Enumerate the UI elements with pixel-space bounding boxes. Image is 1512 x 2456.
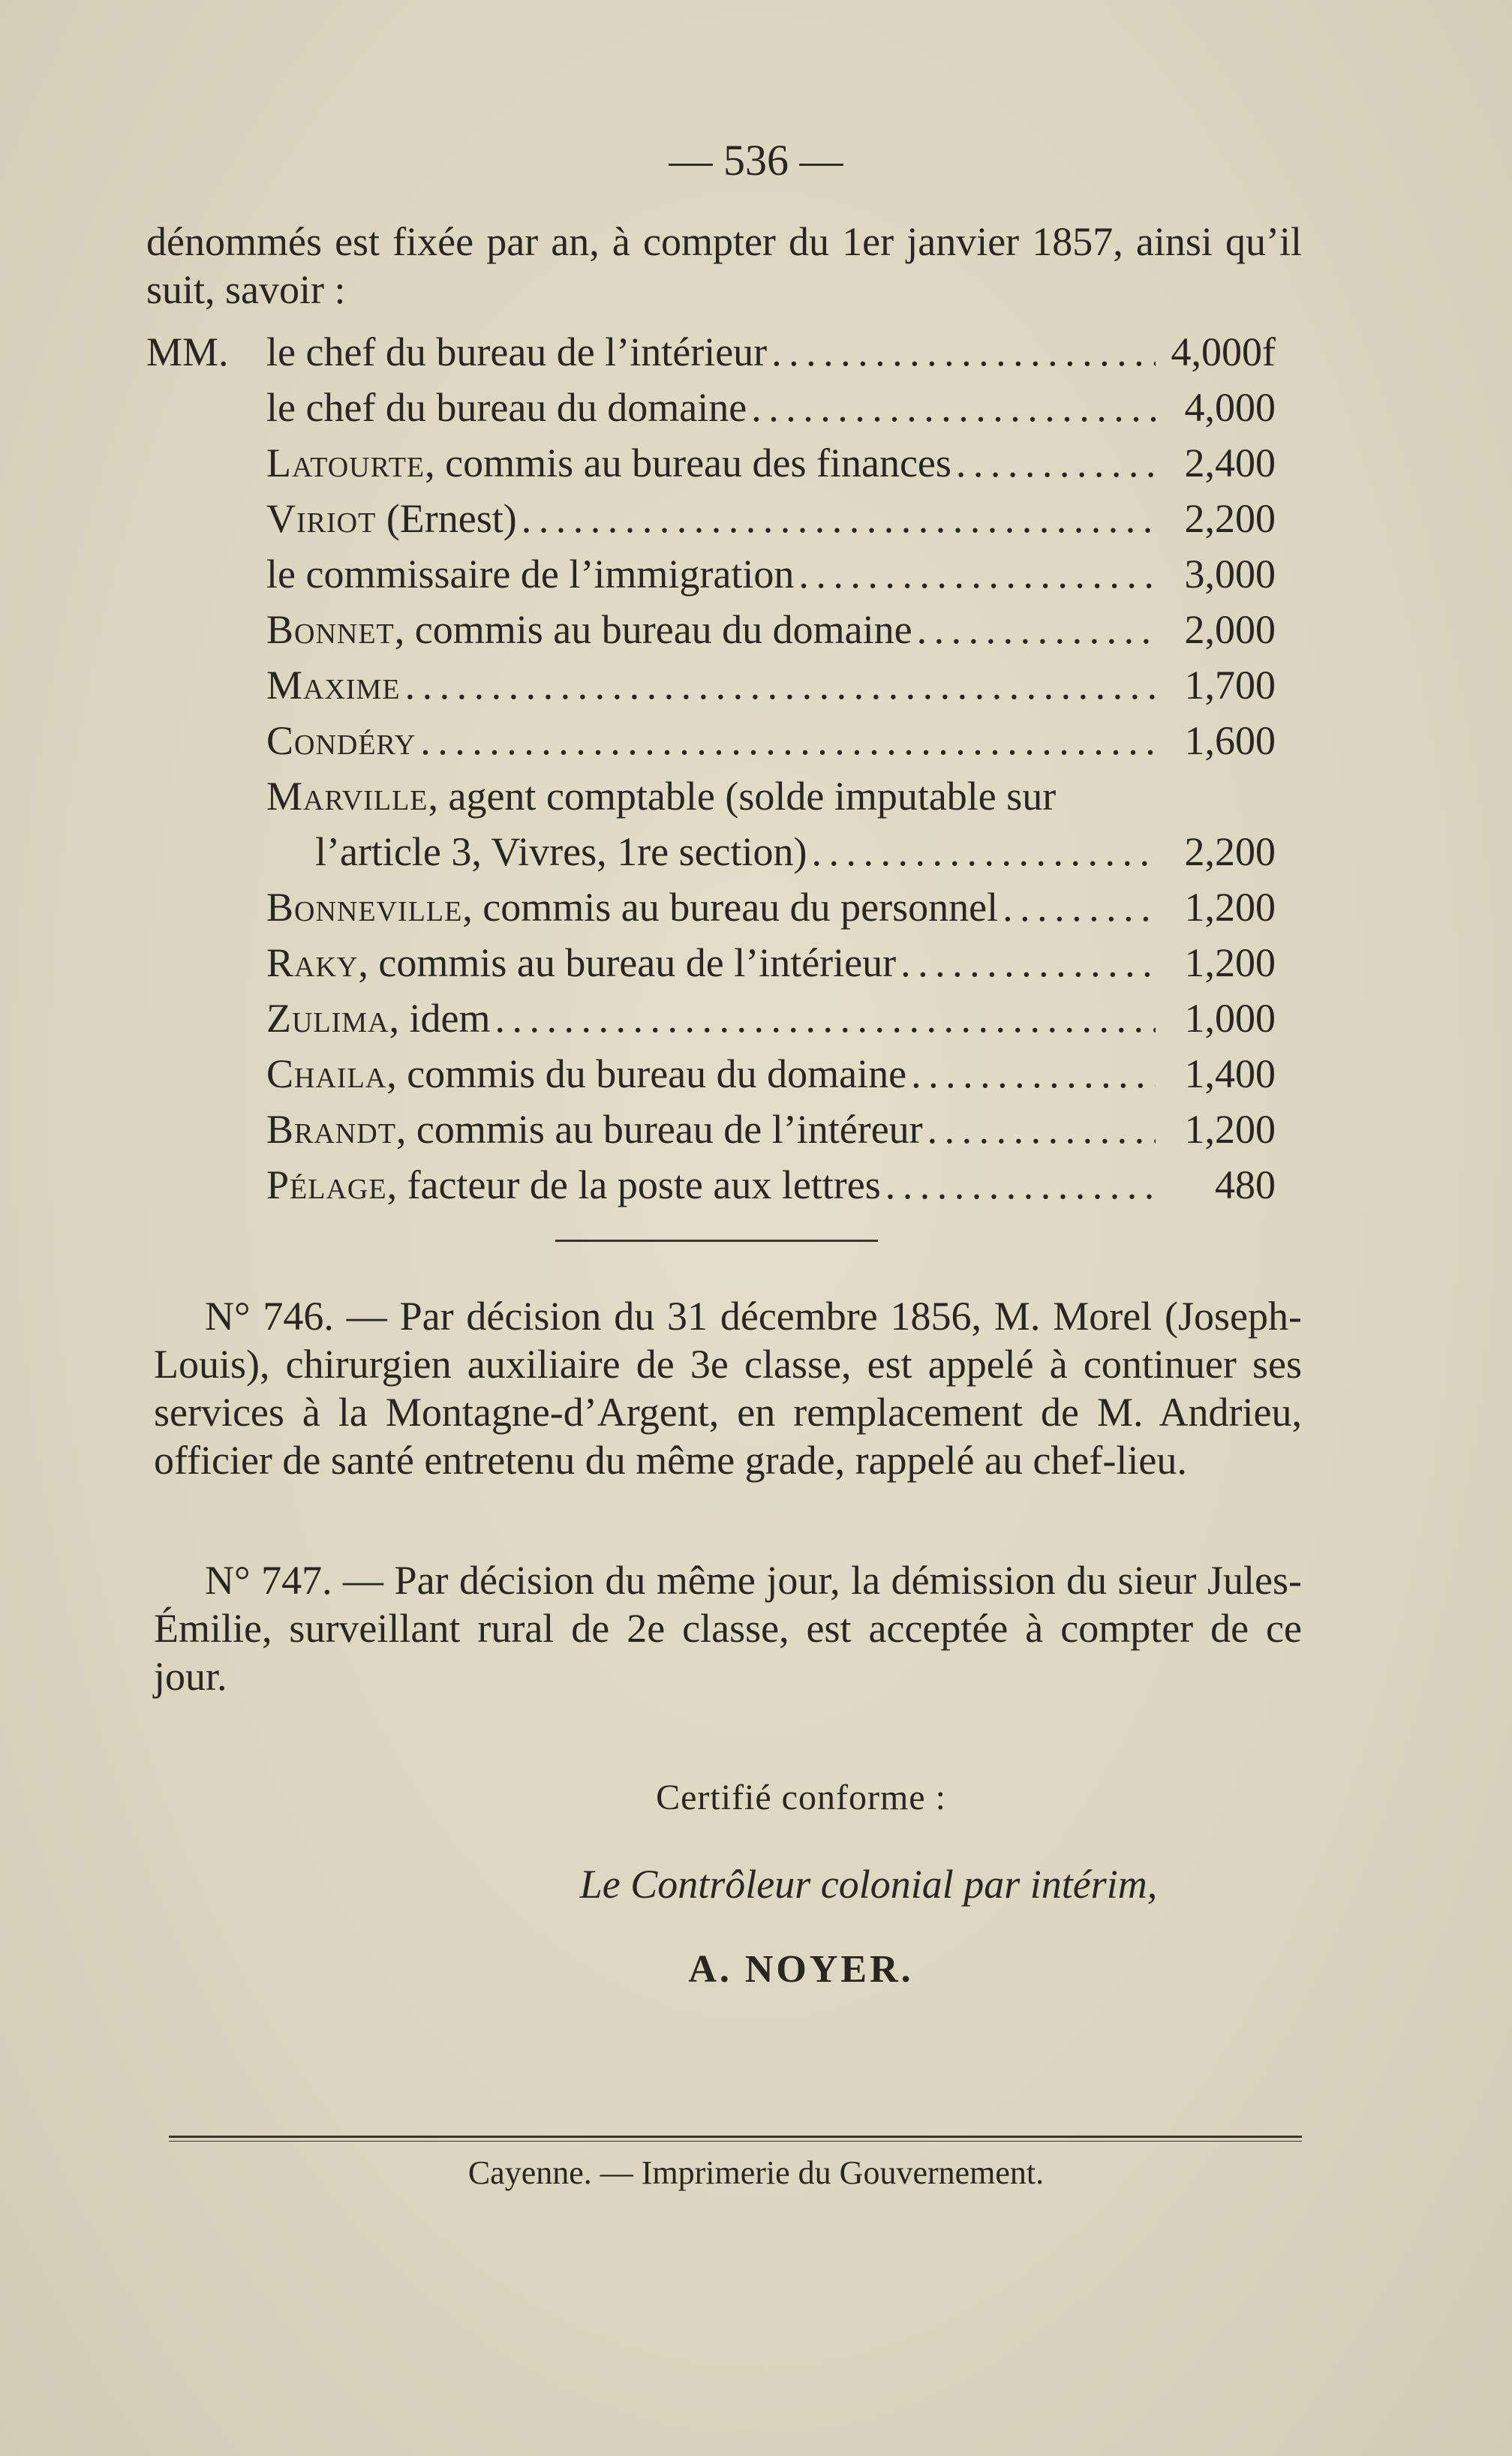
- certified-text: Certifié conforme :: [656, 1778, 946, 1817]
- salary-row: [266, 717, 1276, 771]
- salary-row: [266, 495, 1276, 549]
- salary-desc: , commis au bureau de l’intéreur: [395, 1107, 923, 1152]
- salary-amount: 1,200: [1184, 940, 1276, 985]
- leader-dots: [798, 551, 1156, 597]
- salary-row: [266, 1162, 1276, 1216]
- salary-row: [266, 551, 1276, 605]
- salary-label: [266, 1162, 881, 1208]
- leader-dots: [927, 1106, 1156, 1153]
- salary-name: Marville: [266, 774, 428, 819]
- salary-amount: 1,000: [1184, 996, 1276, 1041]
- decision-746: N° 746. — Par décision du 31 décembre 1856, M. Morel (Joseph-Louis), chirurgien auxiliaire de 3e classe, est appelé à continuer ses services à la Montagne-d’Argent, en remplacement de M. Andrieu, officier de santé entretenu du même grade, rappelé au chef-lieu.: [154, 1294, 1302, 1483]
- page-number: — 536 —: [669, 136, 843, 185]
- salary-row: [315, 828, 1276, 882]
- controller-title: Le Contrôleur colonial par intérim,: [579, 1862, 1158, 1907]
- salary-row: [266, 662, 1276, 716]
- salary-desc: , idem: [389, 996, 491, 1041]
- salary-label: [266, 495, 517, 542]
- salary-amount: 2,200: [1184, 496, 1276, 541]
- mm-label: MM.: [146, 329, 229, 374]
- salary-desc: , commis au bureau de l’intérieur: [358, 940, 897, 985]
- salary-label: [266, 884, 998, 930]
- salary-amount: 4,000f: [1171, 329, 1276, 374]
- salary-amount: 3,000: [1184, 552, 1276, 597]
- salary-label: [266, 1051, 906, 1097]
- salary-name: Pélage: [266, 1162, 387, 1207]
- leader-dots: [956, 440, 1156, 486]
- salary-name: Bonnet: [266, 607, 395, 652]
- salary-label: [266, 606, 912, 653]
- salary-row: [266, 1051, 1276, 1105]
- salary-row: [266, 329, 1276, 383]
- salary-desc: , facteur de la poste aux lettres: [386, 1162, 881, 1207]
- salary-name: Viriot: [266, 496, 377, 541]
- leader-dots: [495, 995, 1156, 1042]
- salary-row: [266, 995, 1276, 1049]
- salary-row: [266, 939, 1276, 994]
- salary-row: [266, 884, 1276, 938]
- salary-desc: le chef du bureau de l’intérieur: [266, 329, 768, 374]
- signatory-name: A. NOYER.: [688, 1948, 914, 1991]
- salary-label: [266, 773, 1056, 819]
- salary-row: [266, 384, 1276, 438]
- footer-rule-bottom: [169, 2141, 1302, 2142]
- salary-row: [266, 606, 1276, 660]
- salary-row: [266, 1106, 1276, 1160]
- salary-desc: l’article 3, Vivres, 1re section): [315, 829, 807, 874]
- salary-row: [266, 440, 1276, 494]
- salary-desc: le commissaire de l’immigration: [266, 552, 795, 597]
- salary-name: Raky: [266, 940, 359, 985]
- leader-dots: [885, 1162, 1156, 1208]
- leader-dots: [771, 329, 1156, 375]
- salary-label: [266, 551, 794, 597]
- salary-name: Latourte: [266, 440, 425, 485]
- leader-dots: [522, 495, 1156, 542]
- salary-desc: le chef du bureau du domaine: [266, 385, 747, 430]
- salary-desc: , commis du bureau du domaine: [386, 1051, 907, 1096]
- salary-label: [266, 717, 416, 764]
- footer-rule-top: [169, 2136, 1302, 2138]
- salary-desc: , commis au bureau des finances: [425, 440, 951, 485]
- salary-label: [266, 662, 401, 708]
- salary-amount: 2,200: [1184, 829, 1276, 874]
- salary-row: [266, 773, 1276, 827]
- salary-amount: 2,000: [1184, 607, 1276, 652]
- salary-amount: 2,400: [1184, 440, 1276, 485]
- salary-desc: , commis au bureau du personnel: [462, 885, 999, 930]
- leader-dots: [420, 717, 1156, 764]
- salary-label: [266, 1106, 923, 1153]
- salary-amount: 1,600: [1184, 718, 1276, 763]
- salary-desc: , commis au bureau du domaine: [394, 607, 912, 652]
- salary-amount: 1,400: [1184, 1051, 1276, 1096]
- salary-name: Brandt: [266, 1107, 396, 1152]
- section-divider: [555, 1240, 878, 1242]
- leader-dots: [917, 606, 1156, 653]
- salary-name: Condéry: [266, 718, 416, 763]
- salary-name: Maxime: [266, 663, 401, 708]
- salary-name: Bonneville: [266, 885, 463, 930]
- salary-label: [266, 939, 896, 986]
- salary-amount: 1,700: [1184, 663, 1276, 708]
- salary-name: Chaila: [266, 1051, 387, 1096]
- leader-dots: [751, 384, 1156, 431]
- leader-dots: [911, 1051, 1156, 1097]
- salary-label: [266, 384, 747, 431]
- salary-label: [266, 440, 951, 486]
- leader-dots: [812, 828, 1156, 875]
- salary-amount: 1,200: [1184, 885, 1276, 930]
- printer-footer: Cayenne. — Imprimerie du Gouvernement.: [467, 2154, 1045, 2191]
- intro-paragraph: dénommés est fixée par an, à compter du 1er janvier 1857, ainsi qu’il suit, savoir :: [146, 219, 1302, 312]
- decision-747: N° 747. — Par décision du même jour, la démission du sieur Jules-Émilie, surveillant rural de 2e classe, est acceptée à compter de ce jour.: [154, 1558, 1302, 1699]
- salary-label: [266, 995, 491, 1042]
- leader-dots: [900, 939, 1156, 986]
- leader-dots: [1002, 884, 1156, 930]
- salary-desc: (Ernest): [376, 496, 517, 541]
- salary-desc: , agent comptable (solde imputable sur: [428, 774, 1057, 819]
- salary-amount: 1,200: [1184, 1107, 1276, 1152]
- leader-dots: [405, 662, 1156, 708]
- salary-name: Zulima: [266, 996, 389, 1041]
- salary-label: [266, 329, 767, 375]
- salary-amount: 480: [1215, 1162, 1276, 1207]
- salary-amount: 4,000: [1184, 385, 1276, 430]
- salary-label: [315, 828, 807, 875]
